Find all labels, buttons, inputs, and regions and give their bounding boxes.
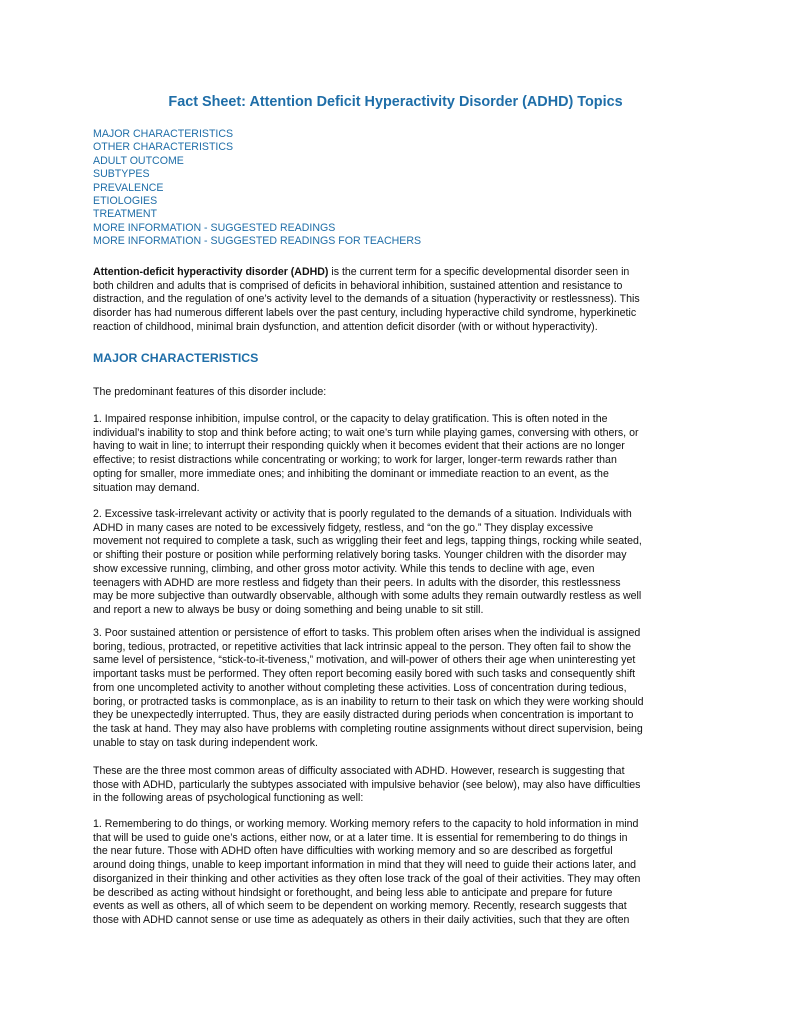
text-line: 2. Excessive task-irrelevant activity or activity that is poorly regulated to the demands of a situation. Individuals with	[93, 508, 632, 520]
text-line: individual’s inability to stop and think before acting; to wait one’s turn while playing games, conversing with others, or	[93, 426, 639, 439]
text-line: important tasks must be performed. They often report becoming easily bored with such tasks and consequently shift	[93, 668, 636, 681]
text-line: 1. Impaired response inhibition, impulse control, or the capacity to delay gratification. This is often noted in the	[93, 413, 608, 425]
text-line: events as well as others, all of which seem to be dependent on working memory. Recently, research suggests that	[93, 900, 627, 913]
text-line: from one uncompleted activity to another without completing these activities. Loss of concentration during tedious,	[93, 681, 627, 694]
text-line: show excessive running, climbing, and other gross motor activity. While this tends to decline with age, even	[93, 562, 595, 575]
text-line: disorganized in their thinking and other activities as they often lose track of the goal of their activities. They may often	[93, 872, 641, 885]
toc-item	[93, 208, 421, 221]
text-line: Attention-deficit hyperactivity disorder (ADHD) is the current term for a specific developmental disorder seen in	[93, 266, 630, 278]
text-line: boring, or protracted tasks is commonplace, as is an inability to return to their task on which they were working should	[93, 695, 644, 708]
text-line: in the following areas of psychological functioning as well:	[93, 792, 364, 805]
toc-link-prevalence[interactable]: PREVALENCE	[93, 181, 164, 194]
page-title: Fact Sheet: Attention Deficit Hyperactivity Disorder (ADHD) Topics	[168, 94, 623, 110]
additional-difficulties-paragraph	[93, 765, 703, 806]
toc-link-suggested-readings-teachers[interactable]: MORE INFORMATION - SUGGESTED READINGS FOR TEACHERS	[93, 235, 422, 248]
toc-link-major-characteristics[interactable]: MAJOR CHARACTERISTICS	[93, 128, 234, 140]
text-line: the task at hand. They may also have problems with completing routine assignments without direct supervision, being	[93, 722, 643, 735]
text-line: same level of persistence, “stick-to-it-tiveness,” motivation, and will-power of others their age when uninteresting yet	[93, 654, 636, 667]
working-memory-paragraph	[93, 818, 703, 928]
text-line: around doing things, unable to keep important information in mind that they will need to guide their actions later, and	[93, 859, 636, 872]
text-line: opting for smaller, more immediate ones; and inhibiting the dominant or immediate reaction to an event, as the	[93, 467, 609, 480]
text-line: distraction, and the regulation of one’s activity level to the demands of a situation (hyperactivity or restlessness). This	[93, 293, 640, 306]
section-heading-major-characteristics: MAJOR CHARACTERISTICS	[93, 351, 259, 365]
text-line: those with ADHD, particularly the subtypes associated with impulsive behavior (see below), may also have difficulties	[93, 778, 641, 791]
toc-item	[93, 235, 421, 248]
toc-item	[93, 222, 421, 235]
text-line: be described as acting without hindsight or forethought, and being less able to anticipate and prepare for future	[93, 886, 613, 899]
toc-link-treatment[interactable]: TREATMENT	[93, 208, 157, 221]
text-line: or shifting their posture or position while performing relatively boring tasks. Younger children with the disorder may	[93, 549, 627, 562]
toc-link-suggested-readings[interactable]: MORE INFORMATION - SUGGESTED READINGS	[93, 221, 336, 234]
text-line: both children and adults that is comprised of deficits in behavioral inhibition, sustained attention and resistance to	[93, 279, 623, 292]
text-line: and report a new to always be busy or doing something and being unable to sit still.	[93, 603, 484, 616]
toc-item	[93, 182, 421, 195]
text-line: those with ADHD cannot sense or use time as adequately as others in their daily activities, such that they are often	[93, 913, 630, 926]
text-line: having to wait in line; to interrupt their responding quickly when it becomes evident that their actions are no longer	[93, 440, 625, 453]
text-line: situation may demand.	[93, 481, 200, 494]
toc-link-etiologies[interactable]: ETIOLOGIES	[93, 195, 158, 208]
intro-paragraph	[93, 266, 703, 335]
text-line: reaction of childhood, minimal brain dysfunction, and attention deficit disorder (with or without hyperactivity).	[93, 320, 598, 333]
toc-item	[93, 128, 421, 141]
toc-item	[93, 195, 421, 208]
text-line: ADHD in many cases are noted to be excessively fidgety, restless, and “on the go.” They display excessive	[93, 521, 594, 534]
text-line: The predominant features of this disorder include:	[93, 386, 327, 398]
text-line: 3. Poor sustained attention or persistence of effort to tasks. This problem often arises when the individual is assigned	[93, 627, 641, 639]
toc-link-adult-outcome[interactable]: ADULT OUTCOME	[93, 154, 184, 167]
lead-paragraph	[93, 386, 703, 400]
text-line: that will be used to guide one’s actions, either now, or at a later time. It is essential for remembering to do things in	[93, 831, 628, 844]
text-line: effective; to resist distractions while concentrating or working; to work for larger, longer-term rewards rather than	[93, 454, 617, 467]
characteristic-paragraph-3	[93, 627, 703, 750]
text-line: These are the three most common areas of difficulty associated with ADHD. However, research is suggesting that	[93, 765, 625, 777]
adhd-term: Attention-deficit hyperactivity disorder (ADHD)	[93, 266, 329, 278]
toc-item	[93, 141, 421, 154]
toc-item	[93, 155, 421, 168]
text-line: 1. Remembering to do things, or working memory. Working memory refers to the capacity to hold information in mind	[93, 818, 639, 830]
text-line: the near future. Those with ADHD often have difficulties with working memory and so are described as forgetful	[93, 845, 613, 858]
toc-link-other-characteristics[interactable]: OTHER CHARACTERISTICS	[93, 141, 234, 154]
text-line: may be more subjective than outwardly observable, although with some adults they remain outwardly restless as well	[93, 590, 642, 603]
toc-item	[93, 168, 421, 181]
text-line: they be unexpectedly interrupted. Thus, they are easily distracted during periods when concentration is important to	[93, 709, 634, 722]
text-line: disorder has had numerous different labels over the past century, including hyperactive child syndrome, hyperkinetic	[93, 307, 637, 320]
text-line: movement not required to complete a task, such as wriggling their feet and legs, tapping things, rocking while seated,	[93, 535, 642, 548]
text-line: unable to stay on task during independent work.	[93, 736, 318, 749]
topics-list	[93, 128, 421, 249]
characteristic-paragraph-1	[93, 413, 703, 495]
characteristic-paragraph-2	[93, 508, 703, 618]
toc-link-subtypes[interactable]: SUBTYPES	[93, 168, 150, 181]
text-line: boring, tedious, protracted, or repetitive activities that lack intrinsic appeal to the person. They often fail to show the	[93, 640, 632, 653]
text-line: teenagers with ADHD are more restless and fidgety than their peers. In adults with the disorder, this restlessness	[93, 576, 621, 589]
